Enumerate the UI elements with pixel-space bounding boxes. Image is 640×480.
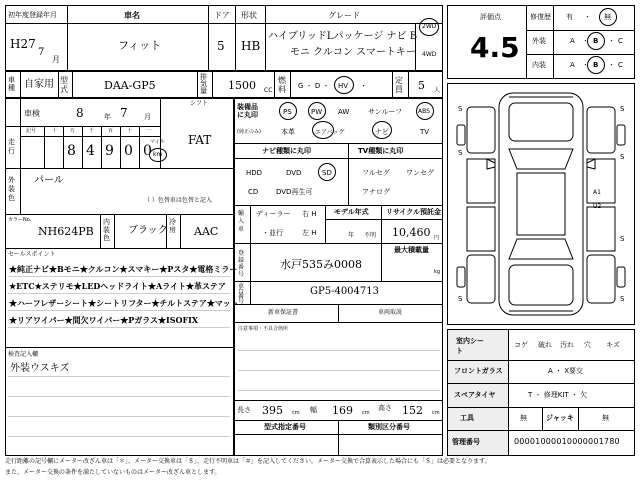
mileage-digit: 4	[86, 143, 95, 159]
equipment-label: 装備品に丸印	[237, 103, 258, 119]
footer-note-1: 走行距離の記号欄にメーター改ざん車は「＊」、メーター交換車は「＄」、走行不明車は「＃」を記入してください。メーター交換で合算表示した場合にも「＄」は必要となります。	[5, 458, 491, 465]
length-label: 長さ	[237, 406, 251, 414]
length-value: 395	[262, 404, 283, 417]
first-reg-month-unit: 月	[52, 55, 60, 64]
navi-dvd: DVD	[286, 169, 302, 177]
notes-label: 注意事項・不具合箇所	[238, 326, 289, 332]
capacity-value: 5	[418, 79, 425, 92]
exterior-grade-c: C	[618, 37, 623, 45]
mileage-label: 走行	[8, 138, 15, 155]
exterior-grade-sep: ・	[608, 37, 615, 45]
diagram-label-s: S	[458, 105, 463, 113]
diagram-label-s: S	[620, 295, 625, 303]
grade-line-1: ハイブリッドLパッケージ ナビ B	[268, 31, 418, 42]
windshield-label: フロントガラス	[454, 367, 503, 375]
diagram-label-a1: A1	[593, 189, 601, 196]
first-reg-year: H27	[10, 37, 36, 51]
height-unit: cm	[432, 410, 440, 416]
equip-pw: PW	[311, 108, 323, 116]
shape-value: HB	[241, 39, 261, 53]
management-number-label: 管理番号	[452, 438, 480, 446]
seat-opt-tear: 破れ	[538, 341, 552, 349]
equip-aw: AW	[338, 108, 350, 116]
model-year-unit: 年	[348, 232, 355, 239]
color-code-label: カラーNo.	[8, 217, 32, 223]
shift-value: FAT	[188, 133, 212, 147]
mileage-digit: 9	[105, 143, 114, 159]
fuel-hv: HV	[338, 82, 349, 90]
column-grade-label: グレード	[328, 11, 360, 20]
model-year-label: モデル年式	[334, 208, 369, 216]
interior-grade-sep: ・	[608, 61, 615, 69]
seat-label: 室内シート	[456, 337, 484, 355]
spare-tire-value: T ・ 修理KIT ・ 欠	[528, 391, 588, 399]
management-number-value: 00001000010000001780	[514, 437, 620, 446]
equip-navi: ナビ	[375, 128, 389, 136]
mileage-digit: 0	[124, 143, 133, 159]
tools-value: 無	[520, 414, 527, 422]
ac-label: 冷房	[169, 218, 176, 234]
interior-grade-b: B	[593, 61, 599, 69]
interior-grade-sep: ・	[582, 61, 589, 69]
class-number-label: 類別区分番号	[368, 423, 410, 431]
recycle-label: リサイクル預託金	[386, 208, 442, 216]
repair-none: 無	[604, 13, 611, 21]
score-label: 評価点	[480, 13, 501, 21]
equip-sunroof: サンルーフ	[368, 108, 403, 116]
diagram-label-u2: U2	[593, 203, 602, 210]
vin-value: GP5-4004713	[310, 286, 379, 297]
manual-label: 車両取説	[378, 309, 403, 316]
mileage-col-1: 一	[146, 128, 152, 134]
mileage-col-1k: 千	[89, 128, 95, 134]
width-unit: cm	[362, 410, 370, 416]
score-value: 4.5	[470, 31, 520, 64]
inspector-comment: 外装ウスキズ	[10, 363, 70, 374]
model-year-unknown: 不明	[364, 232, 377, 239]
displacement-value: 1500	[228, 79, 256, 92]
exterior-grade-a: A	[570, 37, 575, 45]
use-value: 自家用	[24, 79, 54, 90]
navi-sd: SD	[322, 169, 332, 177]
inspection-month-unit: 月	[144, 113, 151, 121]
exterior-grade-label: 外装	[532, 37, 546, 45]
windshield-value: A ・ X要交	[548, 367, 584, 375]
exterior-grade-sep: ・	[582, 37, 589, 45]
interior-grade-label: 内装	[532, 61, 546, 69]
mile-label: マイル	[150, 139, 165, 145]
mileage-digit: 8	[67, 143, 76, 159]
seat-opt-scratch: キズ	[606, 341, 620, 349]
repair-sep: ・	[584, 13, 591, 21]
model-label: 型式	[60, 76, 68, 94]
sales-point-line: ★純正ナビ★Bモニ★クルコン★スマキー★Pスタ★電格ミラー	[9, 264, 238, 274]
import-parallel: ・並行	[262, 229, 283, 237]
drive-4wd: 4WD	[422, 51, 437, 58]
sales-points-label: セールスポイント	[8, 251, 56, 258]
interior-grade-c: C	[618, 61, 623, 69]
interior-color-value: ブラック	[128, 225, 168, 236]
shift-label: シフト	[190, 100, 209, 107]
max-load-kg: kg	[434, 269, 441, 275]
cc-unit: CC	[264, 87, 273, 94]
color-change-note: （ ）色替車は色替と記入	[144, 197, 212, 204]
diagram-label-s: S	[620, 153, 625, 161]
interior-grade-a: A	[570, 61, 575, 69]
jack-value: 無	[602, 414, 609, 422]
exterior-grade-b: B	[593, 37, 599, 45]
car-name: フィット	[118, 39, 162, 52]
registration-value: 水戸535み0008	[280, 258, 362, 271]
inspection-month: 7	[120, 106, 128, 120]
equip-airbag: エアバッグ	[315, 129, 345, 136]
mileage-col-10k: 万	[70, 128, 76, 134]
km-label: km	[153, 151, 163, 158]
diagram-label-s: S	[458, 149, 463, 157]
recycle-yen: 円	[434, 235, 440, 241]
equip-leather: 本革	[281, 128, 295, 136]
diagram-label-s: S	[620, 105, 625, 113]
equip-ps: PS	[283, 108, 292, 116]
seat-opt-hole: 穴	[584, 341, 591, 349]
mileage-col-100: 百	[108, 128, 114, 134]
drive-2wd: 2WD	[422, 23, 437, 30]
tv-fullseg: フルセグ	[362, 169, 390, 177]
navi-hdd: HDD	[246, 169, 263, 177]
mileage-digit: 0	[143, 143, 152, 159]
jack-label: ジャッキ	[546, 414, 574, 422]
length-unit: cm	[292, 410, 300, 416]
sales-point-line: ★ハーフレザーシート★シートリフター★チルトステア★マット	[9, 298, 239, 308]
vin-label: 車台番号	[238, 283, 245, 305]
displacement-label: 排気量	[200, 73, 207, 95]
exterior-color-label: 外装色	[8, 176, 15, 202]
equip-tv: TV	[420, 128, 430, 136]
height-label: 高さ	[378, 404, 392, 412]
diagram-label-s: S	[620, 235, 625, 243]
mileage-col-10: 十	[127, 128, 133, 134]
footer-note-2: また、メーター交換の条件を満たしていないものはメーター改ざん車とします。	[5, 469, 221, 476]
type-number-label: 型式指定番号	[264, 423, 306, 431]
recycle-value: 10,460	[392, 226, 431, 239]
mileage-col-100k: 十	[52, 128, 58, 134]
fuel-options: G ・ D ・	[298, 82, 330, 90]
tv-oneseg: ワンセグ	[406, 169, 434, 177]
tools-label: 工具	[460, 414, 474, 422]
sales-point-line: ★リアワイパー★間欠ワイパー★Pガラス★ISOFIX	[9, 315, 199, 325]
height-value: 152	[402, 404, 423, 417]
registration-label: 登録番号	[238, 250, 245, 278]
color-code-value: NH624PB	[38, 225, 94, 238]
interior-color-label: 内装色	[103, 218, 110, 242]
doors-value: 5	[217, 39, 225, 53]
capacity-label: 定員	[395, 76, 403, 94]
fuel-label: 燃料	[278, 76, 286, 94]
warranty-label: 新車保証書	[268, 309, 299, 316]
inspector-label: 検査記入欄	[8, 351, 39, 358]
inspection-year: 8	[76, 106, 84, 120]
row2-box	[5, 71, 443, 98]
car-kind-label: 車種	[8, 76, 15, 92]
import-label: 輸入車	[238, 210, 245, 233]
repair-label: 修復歴	[530, 13, 551, 21]
inspection-label: 車検	[24, 109, 40, 118]
first-reg-month: 7	[38, 47, 45, 58]
inspection-year-unit: 年	[104, 113, 111, 121]
navi-dvd-play: DVD再生可	[276, 188, 313, 196]
equip-abs: ABS	[418, 108, 430, 115]
import-dealer: ディーラー	[256, 210, 291, 218]
seat-opt-dirt: 汚れ	[560, 341, 574, 349]
mileage-col-mark: 記号	[26, 128, 37, 134]
seat-opt-burn: コゲ	[514, 341, 528, 349]
column-doors-label: ドア	[214, 11, 230, 20]
max-load-label: 最大積載量	[394, 246, 429, 254]
column-shape-label: 形状	[241, 11, 257, 20]
car-diagram	[447, 83, 635, 325]
fuel-rest: ・	[360, 82, 367, 90]
equipment-sublabel: (純正のみ)	[237, 129, 261, 135]
ac-value: AAC	[194, 225, 219, 238]
tv-analog: アナログ	[362, 188, 390, 196]
first-reg-label: 初年度登録年月	[8, 11, 57, 19]
import-right: 右 H	[302, 210, 317, 218]
sales-point-line: ★ETC★ステリモ★LEDヘッドライト★Aライト★革ステア	[9, 281, 226, 291]
width-label: 幅	[310, 406, 317, 414]
grade-line-2: モニ クルコン スマートキー	[290, 47, 416, 58]
exterior-color-value: パール	[34, 175, 64, 186]
navi-cd: CD	[248, 188, 259, 196]
capacity-unit: 人	[434, 87, 441, 94]
repair-yes: 有	[566, 13, 573, 21]
tv-type-label: TV種類に丸印	[358, 147, 404, 155]
column-name-label: 車名	[124, 11, 140, 20]
width-value: 169	[332, 404, 353, 417]
import-left: 左 H	[302, 229, 317, 237]
spare-tire-label: スペアタイヤ	[454, 391, 496, 399]
navi-type-label: ナビ種類に丸印	[262, 147, 311, 155]
model-value: DAA-GP5	[104, 79, 156, 92]
diagram-label-s: S	[458, 295, 463, 303]
